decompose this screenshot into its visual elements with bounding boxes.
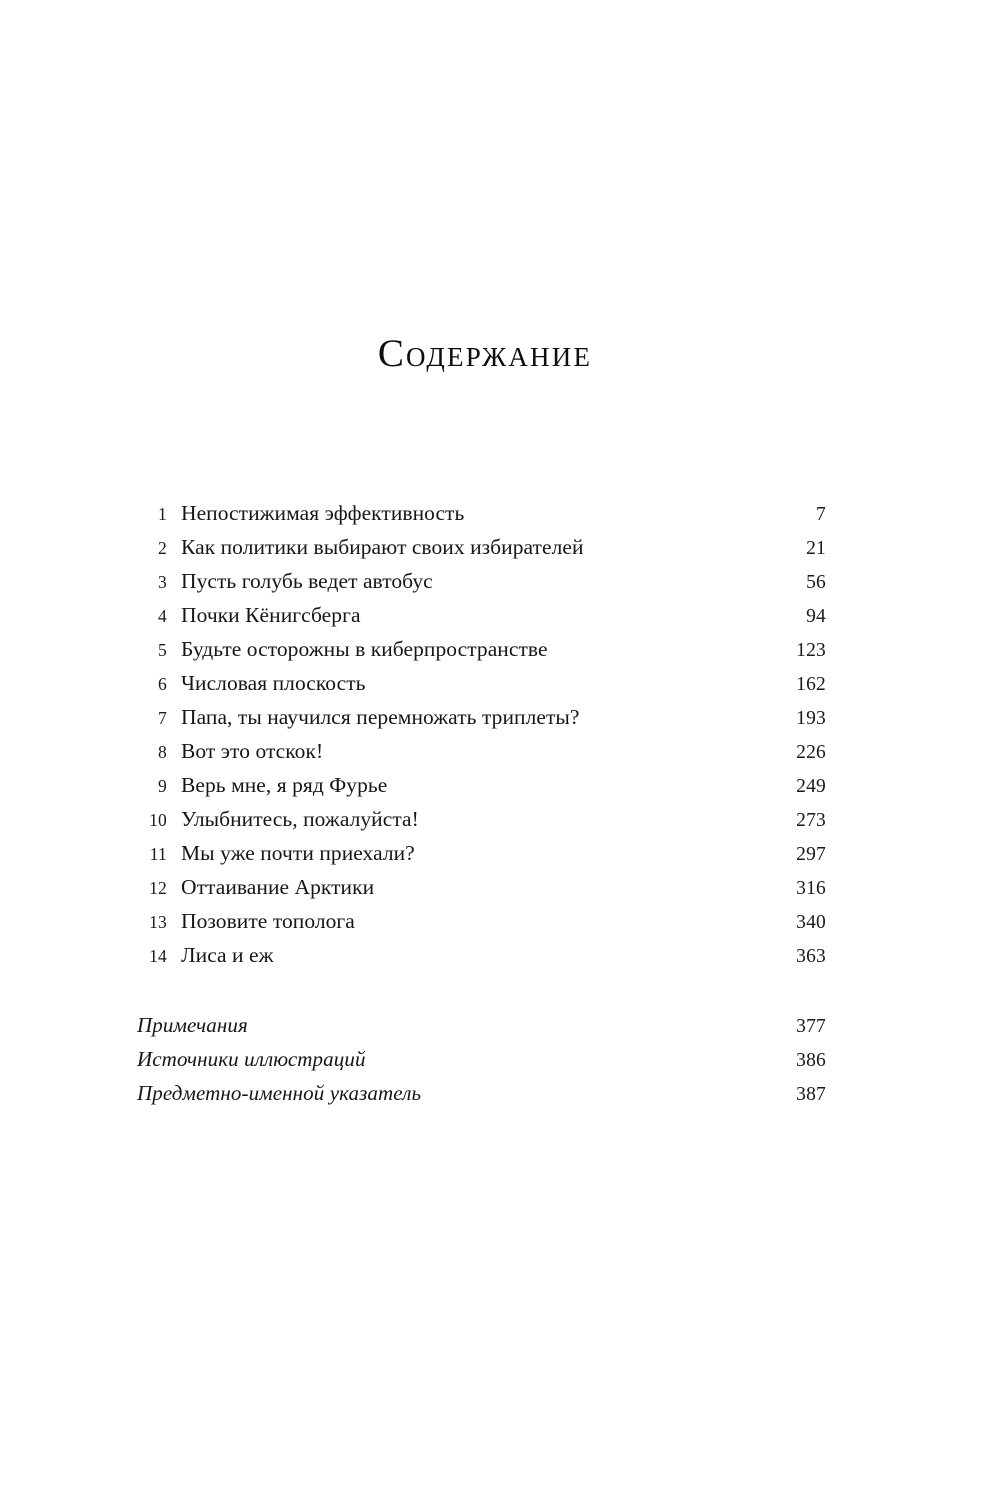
chapter-number: 8 <box>158 742 167 762</box>
chapter-page-number: 249 <box>796 776 826 797</box>
chapter-page-number: 316 <box>796 878 826 899</box>
chapter-number: 6 <box>158 674 167 694</box>
chapter-title: Числовая плоскость <box>181 671 366 695</box>
chapter-page-number: 340 <box>796 912 826 933</box>
backmatter-page-number: 387 <box>796 1084 826 1105</box>
chapter-number: 14 <box>149 946 167 966</box>
chapter-title: Папа, ты научился перемножать триплеты? <box>181 705 580 729</box>
chapter-title: Мы уже почти приехали? <box>181 841 415 865</box>
chapter-number: 3 <box>158 572 167 592</box>
toc-entry-chapter[interactable] <box>137 530 826 564</box>
chapter-title: Верь мне, я ряд Фурье <box>181 773 388 797</box>
chapter-list <box>137 496 826 972</box>
backmatter-page-number: 386 <box>796 1050 826 1071</box>
chapter-title: Пусть голубь ведет автобус <box>181 569 433 593</box>
chapter-title: Улыбнитесь, пожалуйста! <box>181 807 419 831</box>
toc-entry-backmatter[interactable] <box>137 1042 826 1076</box>
chapter-page-number: 123 <box>796 640 826 661</box>
chapter-number: 13 <box>149 912 167 932</box>
toc-entry-chapter[interactable] <box>137 632 826 666</box>
chapter-number: 5 <box>158 640 167 660</box>
toc-entry-chapter[interactable] <box>137 768 826 802</box>
backmatter-title: Предметно-именной указатель <box>137 1081 422 1105</box>
chapter-title: Позовите тополога <box>181 909 355 933</box>
chapter-page-number: 297 <box>796 844 826 865</box>
chapter-number: 10 <box>149 810 167 830</box>
chapter-number: 4 <box>158 606 167 626</box>
toc-entry-chapter[interactable] <box>137 938 826 972</box>
chapter-title: Как политики выбирают своих избирателей <box>181 535 584 559</box>
chapter-page-number: 7 <box>816 504 826 525</box>
chapter-number: 1 <box>158 504 167 524</box>
chapter-title: Вот это отскок! <box>181 739 324 763</box>
back-matter-list <box>137 1008 826 1110</box>
toc-entry-chapter[interactable] <box>137 700 826 734</box>
chapter-page-number: 162 <box>796 674 826 695</box>
toc-entry-backmatter[interactable] <box>137 1076 826 1110</box>
chapter-page-number: 193 <box>796 708 826 729</box>
chapter-title: Будьте осторожны в киберпространстве <box>181 637 548 661</box>
toc-entry-chapter[interactable] <box>137 496 826 530</box>
toc-entry-chapter[interactable] <box>137 564 826 598</box>
chapter-page-number: 226 <box>796 742 826 763</box>
toc-entry-chapter[interactable] <box>137 734 826 768</box>
backmatter-title: Источники иллюстраций <box>137 1047 366 1071</box>
chapter-title: Оттаивание Арктики <box>181 875 375 899</box>
chapter-number: 9 <box>158 776 167 796</box>
chapter-page-number: 363 <box>796 946 826 967</box>
chapter-title: Лиса и еж <box>181 943 274 967</box>
table-of-contents <box>137 496 826 1110</box>
chapter-title: Почки Кёнигсберга <box>181 603 361 627</box>
backmatter-title: Примечания <box>137 1013 248 1037</box>
chapter-number: 2 <box>158 538 167 558</box>
toc-entry-chapter[interactable] <box>137 802 826 836</box>
chapter-page-number: 21 <box>806 538 826 559</box>
chapter-page-number: 94 <box>806 606 826 627</box>
chapter-number: 11 <box>149 844 167 864</box>
toc-entry-chapter[interactable] <box>137 836 826 870</box>
chapter-page-number: 56 <box>806 572 826 593</box>
chapter-page-number: 273 <box>796 810 826 831</box>
toc-entry-chapter[interactable] <box>137 598 826 632</box>
toc-entry-backmatter[interactable] <box>137 1008 826 1042</box>
backmatter-page-number: 377 <box>796 1016 826 1037</box>
page-title: Содержание <box>377 332 593 375</box>
toc-entry-chapter[interactable] <box>137 666 826 700</box>
chapter-title: Непостижимая эффективность <box>181 501 465 525</box>
chapter-number: 7 <box>158 708 167 728</box>
toc-entry-chapter[interactable] <box>137 904 826 938</box>
toc-entry-chapter[interactable] <box>137 870 826 904</box>
chapter-number: 12 <box>149 878 167 898</box>
